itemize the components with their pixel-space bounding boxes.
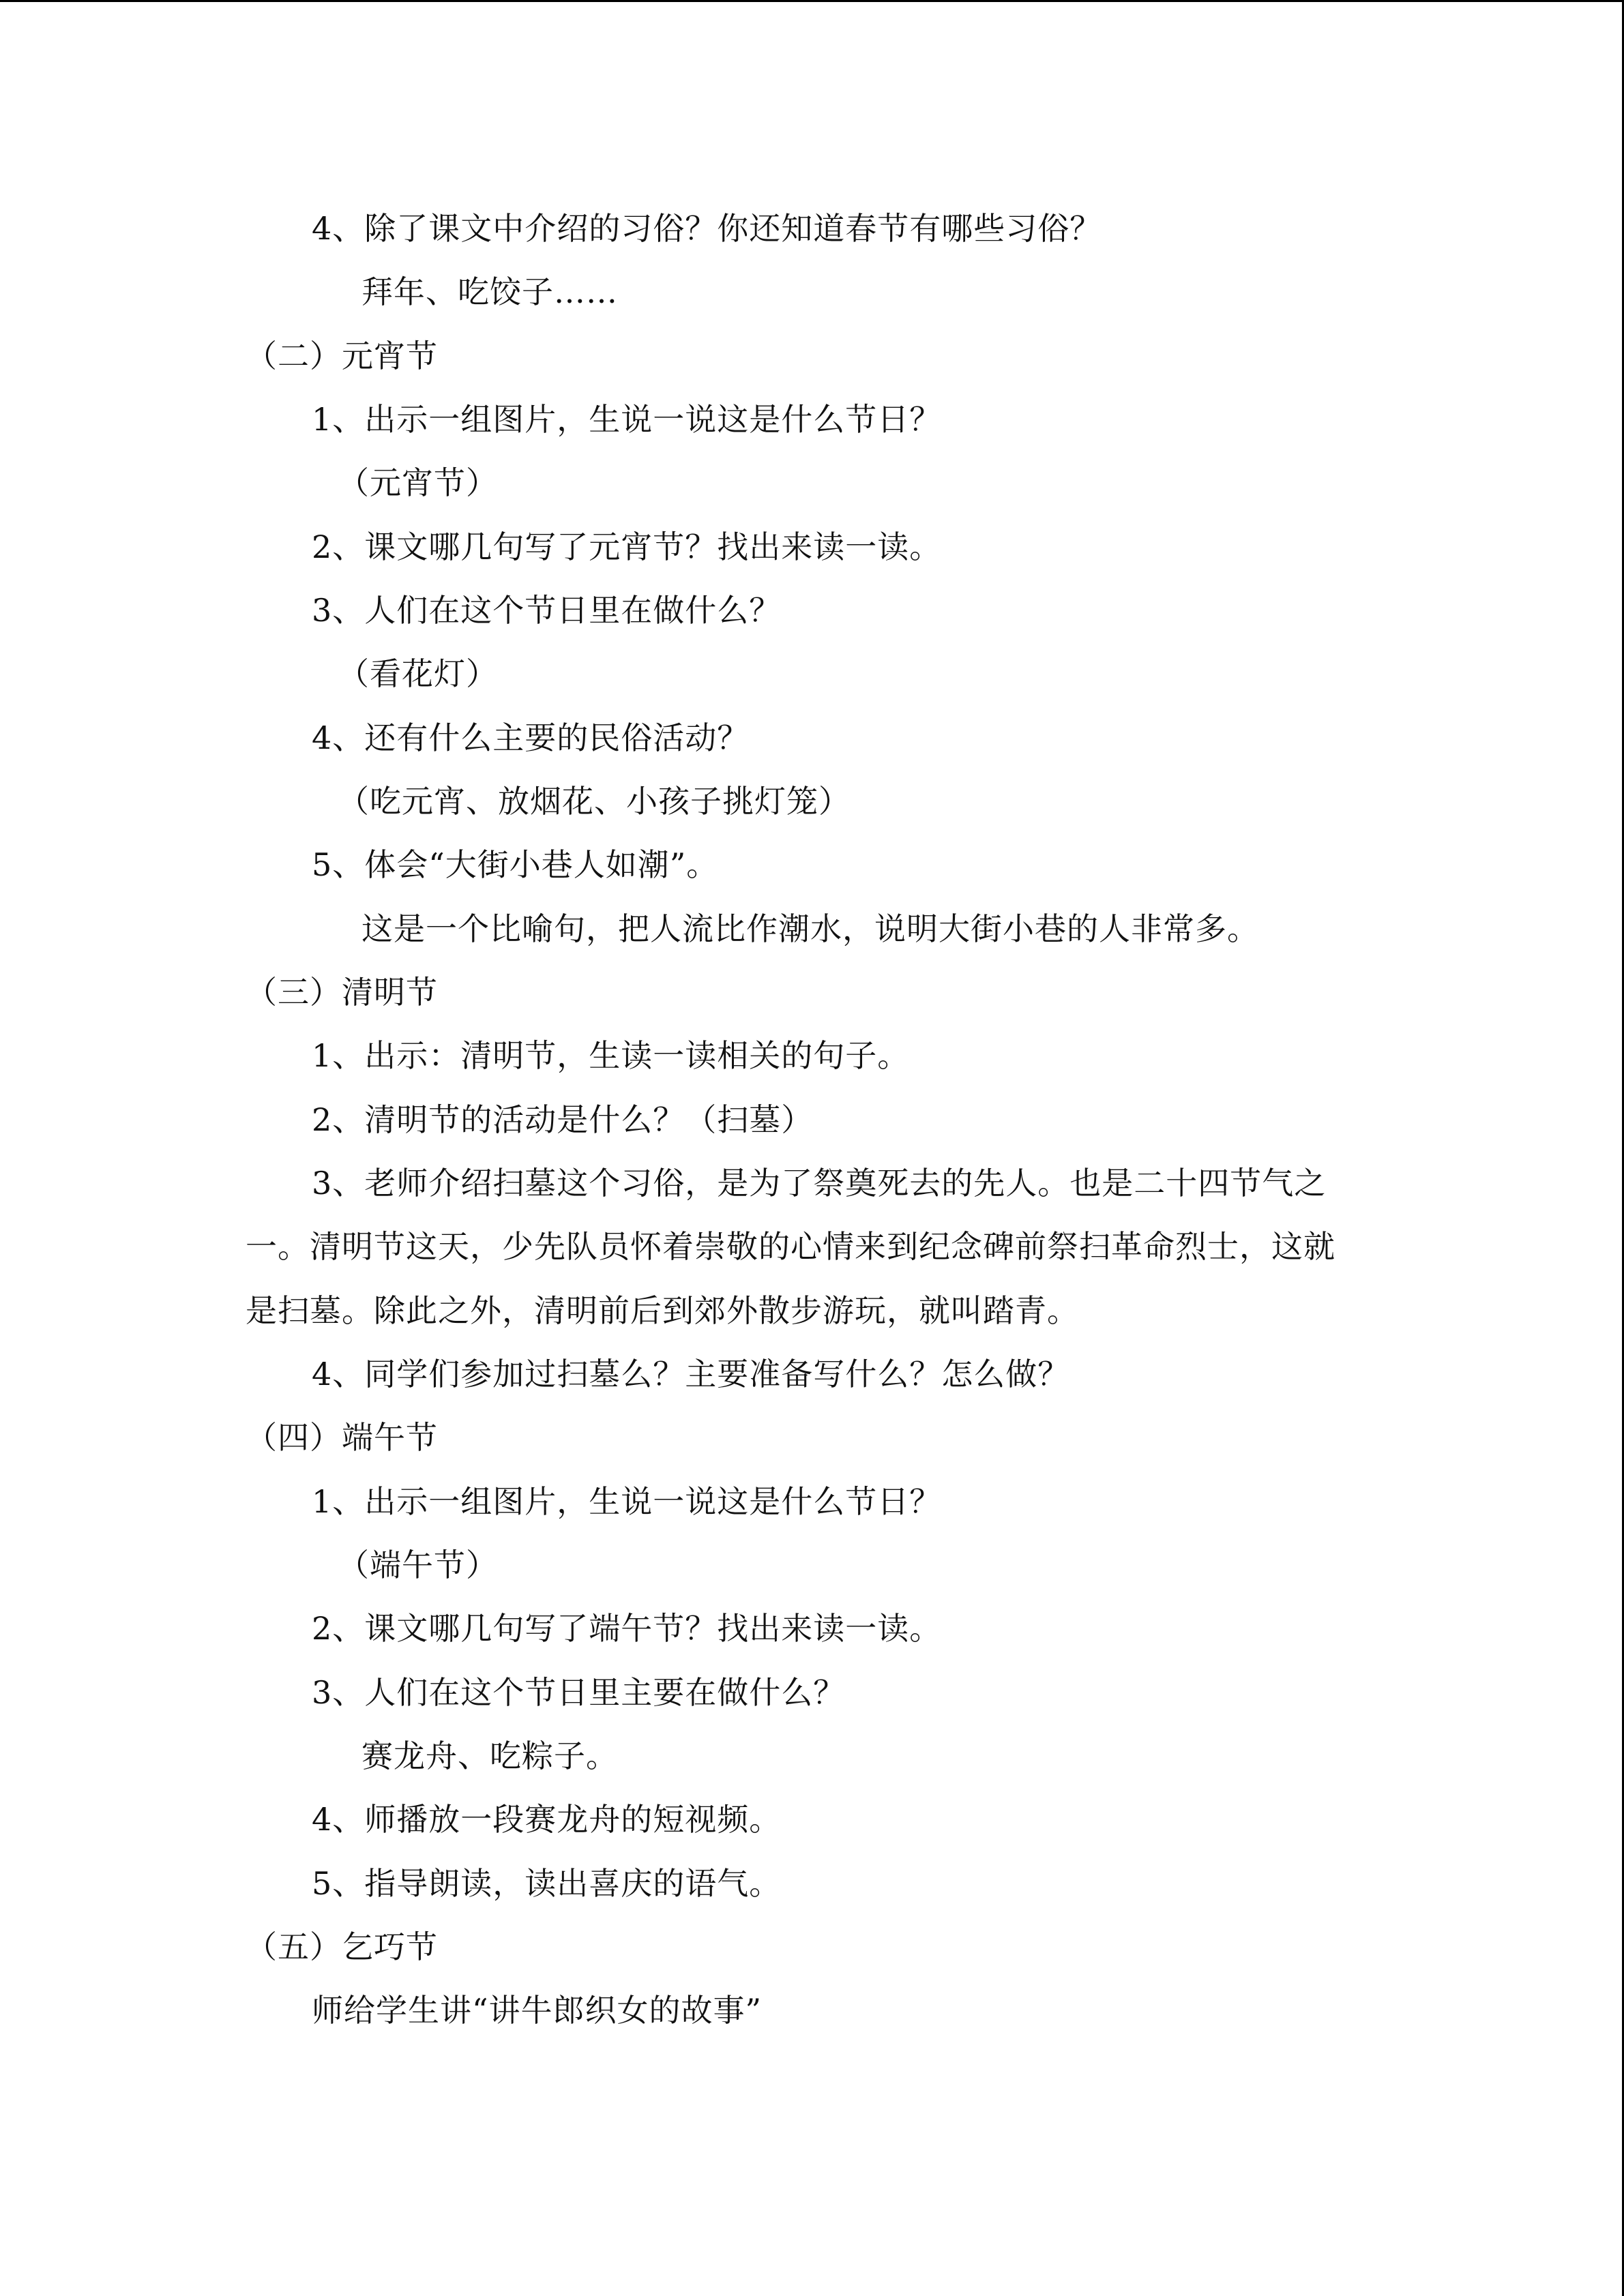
question-line: 2、课文哪几句写了端午节？找出来读一读。	[312, 1610, 942, 1647]
section-heading: （三）清明节	[246, 974, 438, 1011]
question-line: 4、除了课文中介绍的习俗？你还知道春节有哪些习俗？	[312, 210, 1102, 247]
question-line: 2、课文哪几句写了元宵节？找出来读一读。	[312, 528, 942, 565]
question-line: 1、出示一组图片，生说一说这是什么节日？	[312, 1483, 942, 1520]
question-line: 4、同学们参加过扫墓么？主要准备写什么？怎么做？	[312, 1356, 1070, 1392]
answer-line: （吃元宵、放烟花、小孩子挑灯笼）	[338, 783, 851, 820]
question-line: 3、人们在这个节日里在做什么？	[312, 592, 782, 629]
answer-line: （端午节）	[338, 1547, 498, 1583]
answer-line: （看花灯）	[338, 655, 498, 692]
answer-line: 赛龙舟、吃粽子。	[361, 1738, 618, 1774]
question-line: 5、指导朗读，读出喜庆的语气。	[312, 1865, 782, 1902]
section-heading: （二）元宵节	[246, 338, 438, 374]
paragraph-line: 3、老师介绍扫墓这个习俗，是为了祭奠死去的先人。也是二十四节气之	[312, 1165, 1327, 1202]
paragraph-line: 是扫墓。除此之外，清明前后到郊外散步游玩，就叫踏青。	[246, 1292, 1079, 1329]
question-line: 3、人们在这个节日里主要在做什么？	[312, 1674, 846, 1711]
question-line: 5、体会“大街小巷人如潮”。	[312, 846, 719, 883]
paragraph-line: 一。清明节这天，少先队员怀着崇敬的心情来到纪念碑前祭扫革命烈士，这就	[246, 1228, 1335, 1265]
question-line: 2、清明节的活动是什么？（扫墓）	[312, 1101, 814, 1138]
question-line: 4、还有什么主要的民俗活动？	[312, 719, 750, 756]
section-heading: （五）乞巧节	[246, 1928, 438, 1965]
section-heading: （四）端午节	[246, 1419, 438, 1456]
answer-line: 这是一个比喻句，把人流比作潮水，说明大街小巷的人非常多。	[361, 910, 1259, 947]
question-line: 4、师播放一段赛龙舟的短视频。	[312, 1801, 782, 1838]
answer-line: 拜年、吃饺子……	[361, 273, 618, 310]
question-line: 1、出示：清明节，生读一读相关的句子。	[312, 1037, 910, 1074]
question-line: 1、出示一组图片，生说一说这是什么节日？	[312, 401, 942, 438]
answer-line: （元宵节）	[338, 464, 498, 501]
paragraph-line: 师给学生讲“讲牛郎织女的故事”	[312, 1992, 763, 2029]
